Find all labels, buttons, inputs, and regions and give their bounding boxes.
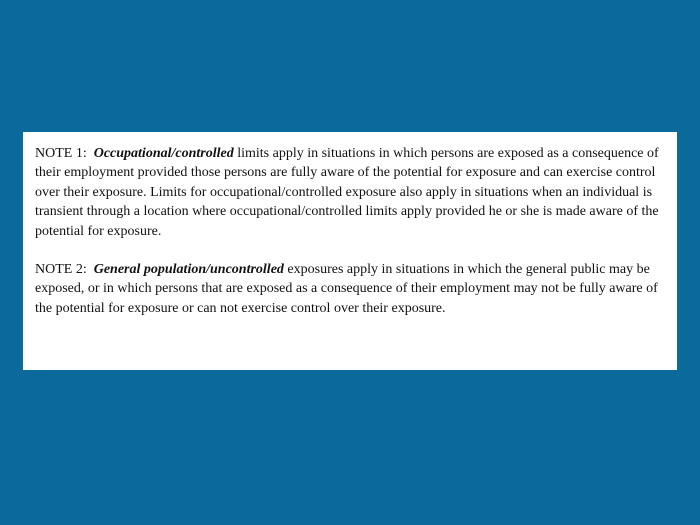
note-2-text: exposures apply in situations in which the general public may be exposed, or in which persons that are exposed as a consequence of their employment may not be fully aware of the potential for exposure or can not exercise control over their exposure. — [35, 262, 658, 316]
note-1-term: Occupational/controlled — [93, 146, 234, 161]
note-2-label: NOTE 2: — [35, 262, 87, 278]
note-2 — [35, 260, 669, 318]
notes-panel — [23, 132, 677, 370]
note-1-text: limits apply in situations in which persons are exposed as a consequence of their employment provided those persons are fully aware of the potential for exposure and can exercise control over their exposure. Limits for occupational/controlled exposure also apply in situations when an individual is transient through a location where occupational/controlled limits apply provided he or she is made aware of the potential for exposure. — [35, 146, 659, 239]
note-1-label: NOTE 1: — [35, 146, 87, 161]
note-2-term: General population/uncontrolled — [93, 262, 284, 278]
note-1 — [35, 144, 669, 241]
